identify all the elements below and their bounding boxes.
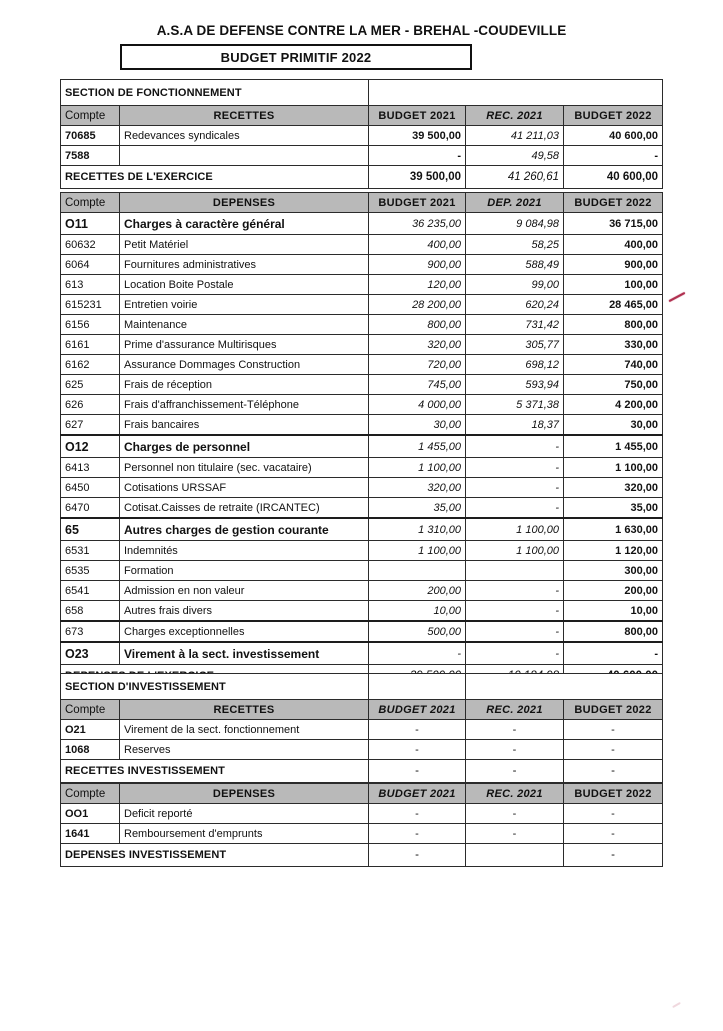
row-compte: O21 bbox=[61, 720, 120, 740]
row-budget-2022: 1 455,00 bbox=[564, 435, 663, 458]
row-label: Prime d'assurance Multirisques bbox=[120, 335, 369, 355]
page-title: A.S.A DE DEFENSE CONTRE LA MER - BREHAL -COUDEVILLE bbox=[156, 23, 567, 38]
row-compte: 6162 bbox=[61, 355, 120, 375]
table-row bbox=[61, 642, 663, 665]
row-budget-2021: 1 100,00 bbox=[369, 458, 466, 478]
row-rec-2021: - bbox=[466, 804, 564, 824]
row-budget-2021: 10,00 bbox=[369, 601, 466, 622]
row-budget-2022: - bbox=[564, 720, 663, 740]
row-budget-2021: - bbox=[369, 720, 466, 740]
row-budget-2021: 900,00 bbox=[369, 255, 466, 275]
section-title-functioning: SECTION DE FONCTIONNEMENT bbox=[61, 80, 369, 106]
row-label: Reserves bbox=[120, 740, 369, 760]
row-budget-2021: 400,00 bbox=[369, 235, 466, 255]
row-budget-2022: 35,00 bbox=[564, 498, 663, 519]
row-compte: 6064 bbox=[61, 255, 120, 275]
section-banner-empty-cell bbox=[466, 674, 663, 700]
table-row bbox=[61, 335, 663, 355]
total-budget-2022: 40 600,00 bbox=[564, 166, 663, 189]
total-budget-2021: - bbox=[369, 760, 466, 783]
row-budget-2021: 745,00 bbox=[369, 375, 466, 395]
row-budget-2021 bbox=[369, 561, 466, 581]
investment-recettes-table bbox=[60, 673, 663, 783]
col-header-compte: Compte bbox=[61, 784, 120, 804]
col-header-budget-2022: BUDGET 2022 bbox=[564, 700, 663, 720]
col-header-rec-2021: REC. 2021 bbox=[466, 700, 564, 720]
row-budget-2022: 800,00 bbox=[564, 621, 663, 642]
row-budget-2022: 1 100,00 bbox=[564, 458, 663, 478]
row-budget-2022: 400,00 bbox=[564, 235, 663, 255]
row-compte: O23 bbox=[61, 642, 120, 665]
row-label: Fournitures administratives bbox=[120, 255, 369, 275]
table-row bbox=[61, 435, 663, 458]
col-header-budget-2021: BUDGET 2021 bbox=[369, 106, 466, 126]
row-dep-2021: 18,37 bbox=[466, 415, 564, 436]
table-row bbox=[61, 415, 663, 436]
row-label: Frais bancaires bbox=[120, 415, 369, 436]
row-budget-2022: - bbox=[564, 824, 663, 844]
row-budget-2022: 4 200,00 bbox=[564, 395, 663, 415]
recettes-header-row bbox=[61, 106, 663, 126]
table-row bbox=[61, 275, 663, 295]
table-row bbox=[61, 824, 663, 844]
row-dep-2021: 698,12 bbox=[466, 355, 564, 375]
total-rec-2021: 41 260,61 bbox=[466, 166, 564, 189]
row-label: Deficit reporté bbox=[120, 804, 369, 824]
row-compte: 60632 bbox=[61, 235, 120, 255]
row-compte: 6535 bbox=[61, 561, 120, 581]
row-dep-2021: 305,77 bbox=[466, 335, 564, 355]
row-dep-2021: - bbox=[466, 642, 564, 665]
row-budget-2021: 200,00 bbox=[369, 581, 466, 601]
table-row bbox=[61, 235, 663, 255]
row-budget-2021: 39 500,00 bbox=[369, 126, 466, 146]
row-dep-2021: 620,24 bbox=[466, 295, 564, 315]
row-budget-2022: - bbox=[564, 146, 663, 166]
total-rec-2021: - bbox=[466, 760, 564, 783]
functioning-depenses-table bbox=[60, 192, 663, 688]
row-compte: 6156 bbox=[61, 315, 120, 335]
col-header-rec-2021: REC. 2021 bbox=[466, 106, 564, 126]
table-row bbox=[61, 375, 663, 395]
col-header-compte: Compte bbox=[61, 700, 120, 720]
row-rec-2021: 49,58 bbox=[466, 146, 564, 166]
inv-depenses-header-row bbox=[61, 784, 663, 804]
row-rec-2021: - bbox=[466, 720, 564, 740]
row-budget-2022: 320,00 bbox=[564, 478, 663, 498]
row-compte: 613 bbox=[61, 275, 120, 295]
row-budget-2021: 500,00 bbox=[369, 621, 466, 642]
row-dep-2021: 5 371,38 bbox=[466, 395, 564, 415]
row-budget-2021: 120,00 bbox=[369, 275, 466, 295]
row-compte: O11 bbox=[61, 213, 120, 235]
table-row bbox=[61, 315, 663, 335]
inv-recettes-header-row bbox=[61, 700, 663, 720]
total-label: RECETTES DE L'EXERCICE bbox=[61, 166, 369, 189]
total-label: DEPENSES INVESTISSEMENT bbox=[61, 844, 369, 867]
row-compte: 6450 bbox=[61, 478, 120, 498]
row-budget-2022: 40 600,00 bbox=[564, 126, 663, 146]
row-budget-2021: - bbox=[369, 642, 466, 665]
row-compte: 673 bbox=[61, 621, 120, 642]
row-compte: 6531 bbox=[61, 541, 120, 561]
faint-pen-mark-bottom-right bbox=[672, 1000, 682, 1010]
row-budget-2022: 750,00 bbox=[564, 375, 663, 395]
row-budget-2021: 320,00 bbox=[369, 335, 466, 355]
row-budget-2021: 36 235,00 bbox=[369, 213, 466, 235]
recettes-total-row bbox=[61, 166, 663, 189]
row-compte: OO1 bbox=[61, 804, 120, 824]
row-compte: 625 bbox=[61, 375, 120, 395]
col-header-budget-2022: BUDGET 2022 bbox=[564, 193, 663, 213]
col-header-rec-2021: REC. 2021 bbox=[466, 784, 564, 804]
row-budget-2021: 4 000,00 bbox=[369, 395, 466, 415]
total-label: RECETTES INVESTISSEMENT bbox=[61, 760, 369, 783]
row-label: Formation bbox=[120, 561, 369, 581]
section-banner-empty-cell bbox=[369, 674, 466, 700]
table-row bbox=[61, 720, 663, 740]
row-budget-2021: 720,00 bbox=[369, 355, 466, 375]
row-budget-2021: 320,00 bbox=[369, 478, 466, 498]
col-header-budget-2021: BUDGET 2021 bbox=[369, 193, 466, 213]
table-row bbox=[61, 541, 663, 561]
row-dep-2021: 58,25 bbox=[466, 235, 564, 255]
row-label: Indemnités bbox=[120, 541, 369, 561]
row-budget-2022: 1 120,00 bbox=[564, 541, 663, 561]
row-compte: 6413 bbox=[61, 458, 120, 478]
row-compte: 6541 bbox=[61, 581, 120, 601]
col-header-label: RECETTES bbox=[120, 106, 369, 126]
row-dep-2021: 99,00 bbox=[466, 275, 564, 295]
row-compte: 70685 bbox=[61, 126, 120, 146]
row-compte: 615231 bbox=[61, 295, 120, 315]
col-header-compte: Compte bbox=[61, 106, 120, 126]
row-label: Autres frais divers bbox=[120, 601, 369, 622]
row-compte: 6470 bbox=[61, 498, 120, 519]
row-dep-2021: 588,49 bbox=[466, 255, 564, 275]
row-dep-2021: - bbox=[466, 458, 564, 478]
row-dep-2021: 593,94 bbox=[466, 375, 564, 395]
row-label: Assurance Dommages Construction bbox=[120, 355, 369, 375]
row-compte: 6161 bbox=[61, 335, 120, 355]
table-row bbox=[61, 255, 663, 275]
row-compte: 626 bbox=[61, 395, 120, 415]
section-banner-empty-cell bbox=[369, 80, 663, 106]
row-dep-2021: - bbox=[466, 581, 564, 601]
table-row bbox=[61, 601, 663, 622]
row-rec-2021: 41 211,03 bbox=[466, 126, 564, 146]
row-budget-2022: 740,00 bbox=[564, 355, 663, 375]
row-budget-2021: 1 310,00 bbox=[369, 518, 466, 541]
row-label: Cotisations URSSAF bbox=[120, 478, 369, 498]
row-budget-2021: - bbox=[369, 824, 466, 844]
red-pen-mark-right-margin bbox=[668, 290, 685, 299]
row-compte: 1641 bbox=[61, 824, 120, 844]
row-label: Maintenance bbox=[120, 315, 369, 335]
depenses-header-row bbox=[61, 193, 663, 213]
table-row bbox=[61, 295, 663, 315]
col-header-budget-2021: BUDGET 2021 bbox=[369, 784, 466, 804]
row-budget-2021: 1 455,00 bbox=[369, 435, 466, 458]
col-header-label: RECETTES bbox=[120, 700, 369, 720]
row-budget-2022: 10,00 bbox=[564, 601, 663, 622]
row-budget-2022: 1 630,00 bbox=[564, 518, 663, 541]
row-budget-2021: - bbox=[369, 740, 466, 760]
functioning-recettes-table bbox=[60, 79, 663, 189]
row-label: Virement à la sect. investissement bbox=[120, 642, 369, 665]
row-dep-2021: - bbox=[466, 478, 564, 498]
total-budget-2022: - bbox=[564, 844, 663, 867]
section-title-investment: SECTION D'INVESTISSEMENT bbox=[61, 674, 369, 700]
row-budget-2021: 800,00 bbox=[369, 315, 466, 335]
table-row bbox=[61, 581, 663, 601]
row-dep-2021: 9 084,98 bbox=[466, 213, 564, 235]
table-row bbox=[61, 478, 663, 498]
table-row bbox=[61, 458, 663, 478]
table-row bbox=[61, 146, 663, 166]
row-compte: 65 bbox=[61, 518, 120, 541]
row-budget-2022: 36 715,00 bbox=[564, 213, 663, 235]
budget-title-box bbox=[120, 44, 472, 70]
col-header-budget-2021: BUDGET 2021 bbox=[369, 700, 466, 720]
table-row bbox=[61, 621, 663, 642]
row-label: Frais de réception bbox=[120, 375, 369, 395]
table-row bbox=[61, 561, 663, 581]
row-budget-2022: 200,00 bbox=[564, 581, 663, 601]
row-budget-2022: - bbox=[564, 740, 663, 760]
col-header-label: DEPENSES bbox=[120, 784, 369, 804]
row-dep-2021: 731,42 bbox=[466, 315, 564, 335]
row-budget-2022: 300,00 bbox=[564, 561, 663, 581]
row-label: Personnel non titulaire (sec. vacataire) bbox=[120, 458, 369, 478]
col-header-compte: Compte bbox=[61, 193, 120, 213]
row-label: Autres charges de gestion courante bbox=[120, 518, 369, 541]
row-budget-2021: 1 100,00 bbox=[369, 541, 466, 561]
row-label: Location Boite Postale bbox=[120, 275, 369, 295]
row-dep-2021: - bbox=[466, 621, 564, 642]
row-dep-2021: - bbox=[466, 498, 564, 519]
row-budget-2022: 30,00 bbox=[564, 415, 663, 436]
row-label: Remboursement d'emprunts bbox=[120, 824, 369, 844]
row-rec-2021: - bbox=[466, 824, 564, 844]
row-budget-2022: 100,00 bbox=[564, 275, 663, 295]
row-dep-2021 bbox=[466, 561, 564, 581]
row-budget-2022: 800,00 bbox=[564, 315, 663, 335]
table-row bbox=[61, 213, 663, 235]
table-row bbox=[61, 804, 663, 824]
inv-recettes-total-row bbox=[61, 760, 663, 783]
row-label: Admission en non valeur bbox=[120, 581, 369, 601]
budget-title-label: BUDGET PRIMITIF 2022 bbox=[220, 49, 372, 65]
table-row bbox=[61, 518, 663, 541]
row-label: Redevances syndicales bbox=[120, 126, 369, 146]
row-label: Charges à caractère général bbox=[120, 213, 369, 235]
total-budget-2021: 39 500,00 bbox=[369, 166, 466, 189]
col-header-budget-2022: BUDGET 2022 bbox=[564, 106, 663, 126]
row-compte: 658 bbox=[61, 601, 120, 622]
row-budget-2022: - bbox=[564, 804, 663, 824]
row-label: Virement de la sect. fonctionnement bbox=[120, 720, 369, 740]
row-label: Charges exceptionnelles bbox=[120, 621, 369, 642]
row-label: Petit Matériel bbox=[120, 235, 369, 255]
total-budget-2021: - bbox=[369, 844, 466, 867]
row-budget-2022: 330,00 bbox=[564, 335, 663, 355]
section-banner-investment bbox=[61, 674, 663, 700]
row-compte: 1068 bbox=[61, 740, 120, 760]
col-header-budget-2022: BUDGET 2022 bbox=[564, 784, 663, 804]
table-row bbox=[61, 355, 663, 375]
section-banner-functioning bbox=[61, 80, 663, 106]
row-dep-2021: 1 100,00 bbox=[466, 518, 564, 541]
row-dep-2021: 1 100,00 bbox=[466, 541, 564, 561]
table-row bbox=[61, 740, 663, 760]
row-label: Entretien voirie bbox=[120, 295, 369, 315]
table-row bbox=[61, 126, 663, 146]
row-rec-2021: - bbox=[466, 740, 564, 760]
investment-depenses-table bbox=[60, 783, 663, 867]
row-label bbox=[120, 146, 369, 166]
table-row bbox=[61, 395, 663, 415]
row-dep-2021: - bbox=[466, 601, 564, 622]
row-budget-2022: 900,00 bbox=[564, 255, 663, 275]
total-budget-2022: - bbox=[564, 760, 663, 783]
row-budget-2022: 28 465,00 bbox=[564, 295, 663, 315]
row-budget-2021: 35,00 bbox=[369, 498, 466, 519]
table-row bbox=[61, 498, 663, 519]
row-budget-2021: 30,00 bbox=[369, 415, 466, 436]
row-budget-2021: 28 200,00 bbox=[369, 295, 466, 315]
row-compte: 627 bbox=[61, 415, 120, 436]
row-label: Charges de personnel bbox=[120, 435, 369, 458]
row-compte: 7588 bbox=[61, 146, 120, 166]
col-header-label: DEPENSES bbox=[120, 193, 369, 213]
col-header-dep-2021: DEP. 2021 bbox=[466, 193, 564, 213]
inv-depenses-total-row bbox=[61, 844, 663, 867]
row-budget-2021: - bbox=[369, 804, 466, 824]
row-label: Frais d'affranchissement-Téléphone bbox=[120, 395, 369, 415]
row-label: Cotisat.Caisses de retraite (IRCANTEC) bbox=[120, 498, 369, 519]
row-dep-2021: - bbox=[466, 435, 564, 458]
row-budget-2022: - bbox=[564, 642, 663, 665]
row-compte: O12 bbox=[61, 435, 120, 458]
row-budget-2021: - bbox=[369, 146, 466, 166]
total-rec-2021 bbox=[466, 844, 564, 867]
